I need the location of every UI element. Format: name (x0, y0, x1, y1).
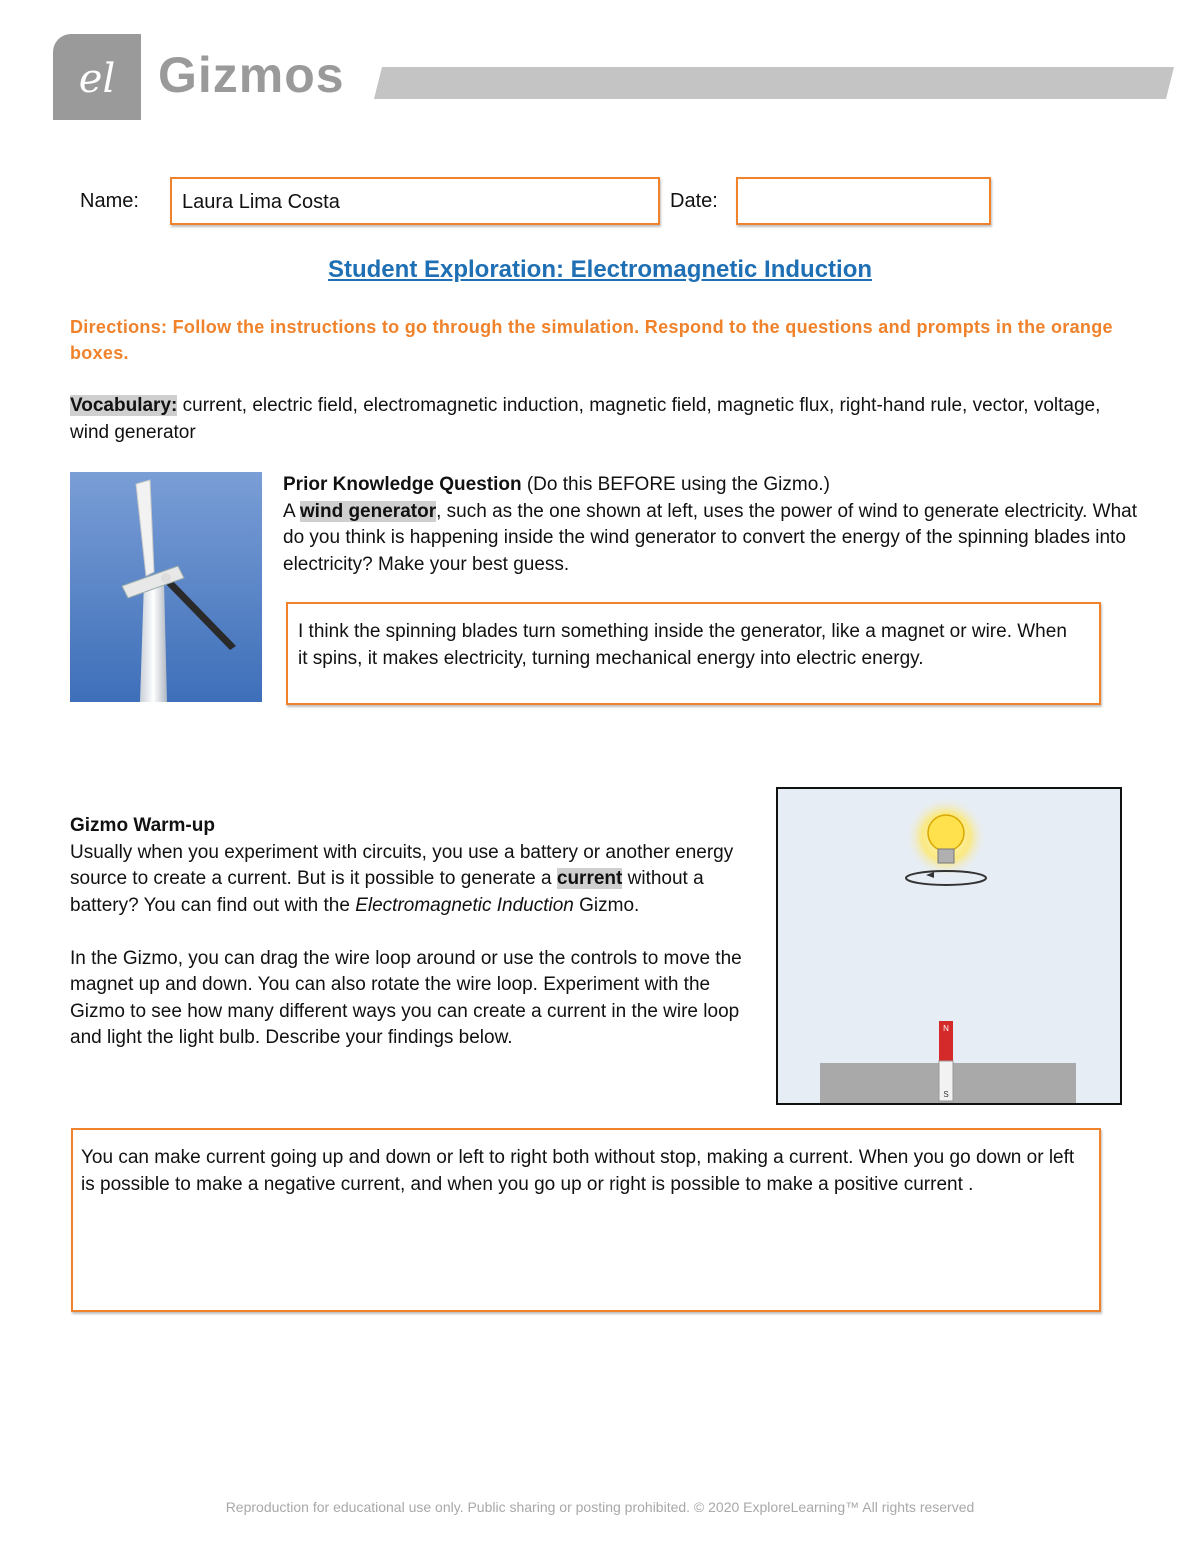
el-logo-icon (53, 34, 141, 120)
bar-magnet (939, 1021, 953, 1101)
name-label: Name: (80, 190, 139, 212)
directions: Directions: Follow the instructions to go through the simulation. Respond to the questions and prompts in the orange boxes. (70, 317, 1113, 363)
warmup-paragraph-1 (70, 840, 760, 920)
current-term: current (556, 868, 623, 889)
gizmo-simulation-image (776, 787, 1122, 1105)
brand-name: Gizmos (158, 47, 345, 103)
page-title: Student Exploration: Electromagnetic Induction (327, 256, 873, 283)
name-field[interactable] (170, 177, 660, 225)
warmup-p1-a: Usually when you experiment with circuits, you use a battery or another energy source to create a current. But is it possible to generate a (70, 841, 734, 889)
prior-text-a: A (283, 500, 300, 522)
wind-turbine-image (70, 472, 262, 702)
date-label: Date: (670, 190, 718, 212)
header-bar (374, 67, 1174, 99)
vocabulary-section (70, 392, 1130, 446)
gizmo-scene (778, 789, 1120, 1103)
prior-knowledge-note: (Do this BEFORE using the Gizmo.) (521, 474, 830, 495)
prior-knowledge-heading: Prior Knowledge Question (283, 474, 522, 495)
warmup-p1-b: without a battery? You can find out with the (70, 868, 704, 916)
vocabulary-label: Vocabulary: (70, 395, 178, 416)
explorelearning-logo (53, 34, 141, 120)
wind-generator-term: wind generator (299, 500, 437, 522)
warmup-paragraph-2: In the Gizmo, you can drag the wire loop around or use the controls to move the magnet up and down. You can also rotate the wire loop. Experiment with the Gizmo to see how many different ways you can create a current in the wire loop and light the light bulb. Describe your findings below. (70, 947, 742, 1048)
warmup-heading: Gizmo Warm-up (70, 815, 215, 836)
warmup-answer: You can make current going up and down or left to right both without stop, making a current. When you go down or left is possible to make a negative current, and when you go up or right is possible to make a positive current . (81, 1147, 1075, 1195)
svg-text:el: el (78, 56, 116, 102)
prior-knowledge-answer-box[interactable] (286, 602, 1101, 705)
warmup-p1-c: Gizmo. (573, 894, 640, 916)
magnet-north-label: N (943, 1024, 949, 1033)
date-field[interactable] (736, 177, 991, 225)
gizmo-warmup-section (70, 813, 760, 1052)
gizmo-name: Electromagnetic Induction (355, 894, 574, 916)
name-value: Laura Lima Costa (182, 191, 340, 213)
warmup-answer-box[interactable] (71, 1128, 1101, 1312)
vocabulary-terms: current, electric field, electromagnetic induction, magnetic field, magnetic flux, right-hand rule, vector, voltage, wind generator (70, 395, 1101, 443)
footer-copyright: Reproduction for educational use only. Public sharing or posting prohibited. © 2020 ExploreLearning™ All rights reserved (225, 1499, 975, 1515)
prior-knowledge-answer: I think the spinning blades turn something inside the generator, like a magnet or wire. When it spins, it makes electricity, turning mechanical energy into electric energy. (298, 621, 1067, 669)
prior-knowledge-question (283, 472, 1143, 578)
magnet-south-label: S (943, 1090, 949, 1099)
prior-text-b: , such as the one shown at left, uses the power of wind to generate electricity. What do you think is happening inside the wind generator to convert the energy of the spinning blades into electricity? Make your best guess. (283, 500, 1138, 575)
